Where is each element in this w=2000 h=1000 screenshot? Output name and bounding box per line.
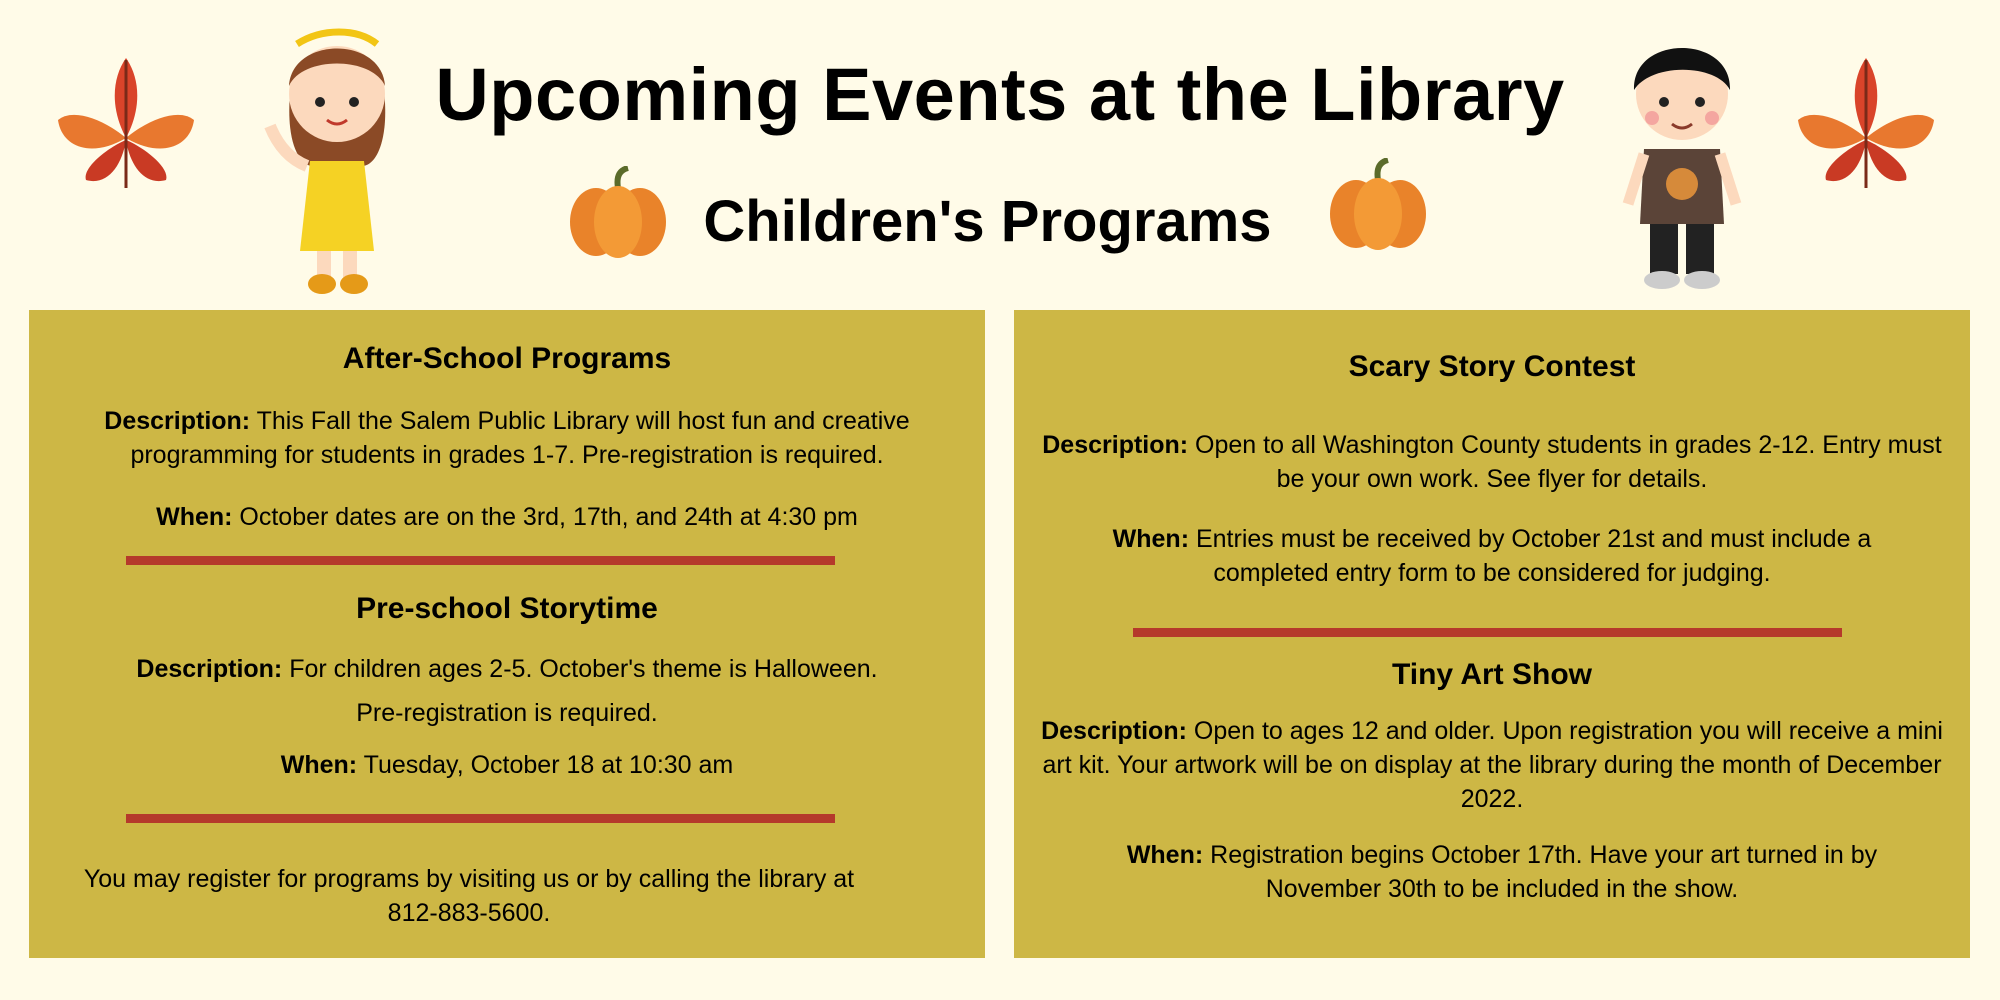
- scary-story-when: [1064, 522, 1920, 590]
- storytime-description: [69, 652, 945, 686]
- section-divider: [1133, 628, 1842, 637]
- description-label: Description:: [136, 655, 283, 683]
- left-events-panel: [29, 310, 985, 958]
- after-school-description: [69, 404, 945, 472]
- description-text: Open to all Washington County students in grades 2-12. Entry must be your own work. See flyer for details.: [1188, 431, 1942, 493]
- tiny-art-title: Tiny Art Show: [1391, 658, 1592, 691]
- scary-story-description: [1034, 428, 1950, 496]
- when-label: When:: [156, 503, 233, 531]
- storytime-when: [69, 748, 945, 782]
- when-label: When:: [1112, 525, 1190, 553]
- after-school-title: After-School Programs: [342, 342, 672, 375]
- section-divider: [126, 814, 835, 823]
- description-text: For children ages 2-5. October's theme is Halloween.: [282, 655, 878, 683]
- description-text: This Fall the Salem Public Library will host fun and creative programming for students in grades 1-7. Pre-registration is required.: [130, 407, 910, 469]
- after-school-when: [69, 500, 945, 534]
- scary-story-title: Scary Story Contest: [1348, 350, 1636, 383]
- when-text: October dates are on the 3rd, 17th, and 24th at 4:30 pm: [232, 503, 858, 531]
- when-label: When:: [1126, 841, 1204, 869]
- when-text: Tuesday, October 18 at 10:30 am: [357, 751, 734, 779]
- description-label: Description:: [1042, 431, 1189, 459]
- description-label: Description:: [1041, 717, 1187, 745]
- when-text: Entries must be received by October 21st and must include a completed entry form to be considered for judging.: [1189, 525, 1872, 587]
- tiny-art-when: [1074, 838, 1930, 906]
- description-label: Description:: [104, 407, 251, 435]
- storytime-description-line2: Pre-registration is required.: [356, 699, 658, 727]
- when-text: Registration begins October 17th. Have your art turned in by November 30th to be included in the show.: [1203, 841, 1878, 903]
- section-divider: [126, 556, 835, 565]
- page-subtitle: Children's Programs: [703, 189, 1272, 254]
- page-title: Upcoming Events at the Library: [435, 53, 1565, 136]
- tiny-art-description: [1032, 714, 1952, 816]
- when-label: When:: [280, 751, 358, 779]
- registration-note: You may register for programs by visiting us or by calling the library at 812-883-5600.: [83, 865, 855, 927]
- storytime-title: Pre-school Storytime: [356, 592, 658, 625]
- right-events-panel: [1014, 310, 1970, 958]
- description-text: Open to ages 12 and older. Upon registration you will receive a mini art kit. Your artwork will be on display at the library during the month of December 2022.: [1042, 717, 1943, 813]
